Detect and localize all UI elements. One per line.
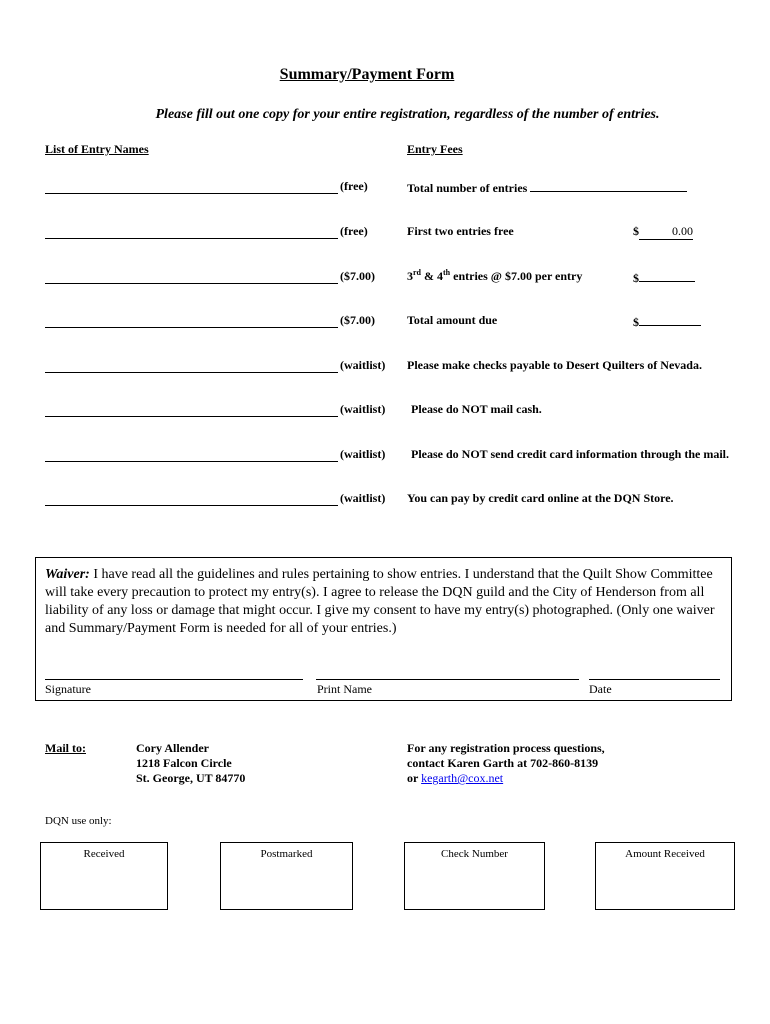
third-fourth-amount-field[interactable] (639, 269, 695, 282)
mail-city: St. George, UT 84770 (136, 771, 246, 785)
office-use-label: DQN use only: (45, 815, 112, 827)
third-fourth-sup: rd (413, 268, 421, 277)
waiver-label: Waiver: (45, 567, 90, 582)
entry-name-field[interactable] (45, 238, 338, 239)
third-fourth-label (407, 269, 582, 284)
contact-email-link[interactable]: kegarth@cox.net (421, 771, 504, 785)
first-two-amount: 0.00 (639, 224, 693, 240)
first-two-label: First two entries free (407, 224, 514, 238)
questions-or: or (407, 771, 422, 785)
entry-fee-label: ($7.00) (340, 269, 375, 283)
date-field[interactable] (589, 679, 720, 680)
questions-line-3 (407, 771, 605, 786)
third-fourth-amount-row (633, 269, 695, 286)
note-pay-online: You can pay by credit card online at the DQN Store. (407, 491, 674, 505)
entry-name-field[interactable] (45, 327, 338, 328)
print-name-label: Print Name (317, 682, 372, 696)
first-two-amount-row (633, 224, 693, 240)
mail-to-label: Mail to: (45, 741, 86, 755)
questions-line-2: contact Karen Garth at 702-860-8139 (407, 756, 599, 770)
questions-line-1: For any registration process questions, (407, 741, 605, 755)
waiver-paragraph (45, 566, 725, 638)
check-number-box (404, 842, 545, 910)
entry-fee-label: (waitlist) (340, 358, 386, 372)
third-fourth-dollar: $ (633, 271, 639, 285)
waiver-text: I have read all the guidelines and rules pertaining to show entries. I understand that the Quilt Show Committee will take every precaution to protect my entry(s). I agree to release the DQN guild and the City of Henderson from all liability of any loss or damage that might occur. I give my consent to have my entry(s) photographed. (Only one waiver and Summary/Payment Form is needed for all of your entries.) (45, 567, 715, 636)
received-label: Received (83, 848, 125, 860)
entry-name-field[interactable] (45, 505, 338, 506)
amount-received-box (595, 842, 735, 910)
questions-contact (407, 741, 605, 786)
waiver-box (35, 557, 732, 701)
mail-address (136, 741, 245, 786)
mail-street: 1218 Falcon Circle (136, 756, 232, 770)
total-due-dollar: $ (633, 315, 639, 329)
entry-name-field[interactable] (45, 193, 338, 194)
entry-fee-label: (waitlist) (340, 491, 386, 505)
total-due-label: Total amount due (407, 313, 498, 327)
third-fourth-part: 3 (407, 269, 413, 283)
amount-received-label: Amount Received (625, 848, 705, 860)
entry-fees-header: Entry Fees (407, 142, 463, 156)
form-subtitle: Please fill out one copy for your entire registration, regardless of the number of entries. (155, 107, 660, 122)
received-box (40, 842, 168, 910)
third-fourth-part: entries @ $7.00 per entry (450, 269, 583, 283)
note-no-cash: Please do NOT mail cash. (411, 402, 542, 416)
entry-name-field[interactable] (45, 283, 338, 284)
entry-fee-label: (free) (340, 224, 368, 238)
total-entries-label: Total number of entries (407, 181, 528, 195)
signature-field[interactable] (45, 679, 303, 680)
signature-label: Signature (45, 682, 91, 696)
entry-fee-label: (waitlist) (340, 402, 386, 416)
third-fourth-sup: th (443, 268, 451, 277)
form-title: Summary/Payment Form (279, 66, 455, 83)
first-two-dollar: $ (633, 224, 639, 238)
total-due-amount-row (633, 313, 701, 330)
note-checks-payable: Please make checks payable to Desert Quilters of Nevada. (407, 358, 702, 372)
total-entries-row (407, 179, 687, 196)
mail-name: Cory Allender (136, 741, 209, 755)
entry-name-field[interactable] (45, 461, 338, 462)
entry-name-field[interactable] (45, 372, 338, 373)
entry-fee-label: ($7.00) (340, 313, 375, 327)
entry-fee-label: (waitlist) (340, 447, 386, 461)
total-due-field[interactable] (639, 313, 701, 326)
note-no-credit-card-mail: Please do NOT send credit card information through the mail. (411, 447, 729, 461)
entry-fee-label: (free) (340, 179, 368, 193)
date-label: Date (589, 682, 612, 696)
postmarked-label: Postmarked (260, 848, 313, 860)
print-name-field[interactable] (316, 679, 579, 680)
postmarked-box (220, 842, 353, 910)
entry-names-header: List of Entry Names (45, 142, 149, 156)
entry-name-field[interactable] (45, 416, 338, 417)
total-entries-field[interactable] (530, 179, 687, 192)
third-fourth-part: & 4 (421, 269, 443, 283)
check-number-label: Check Number (441, 848, 508, 860)
